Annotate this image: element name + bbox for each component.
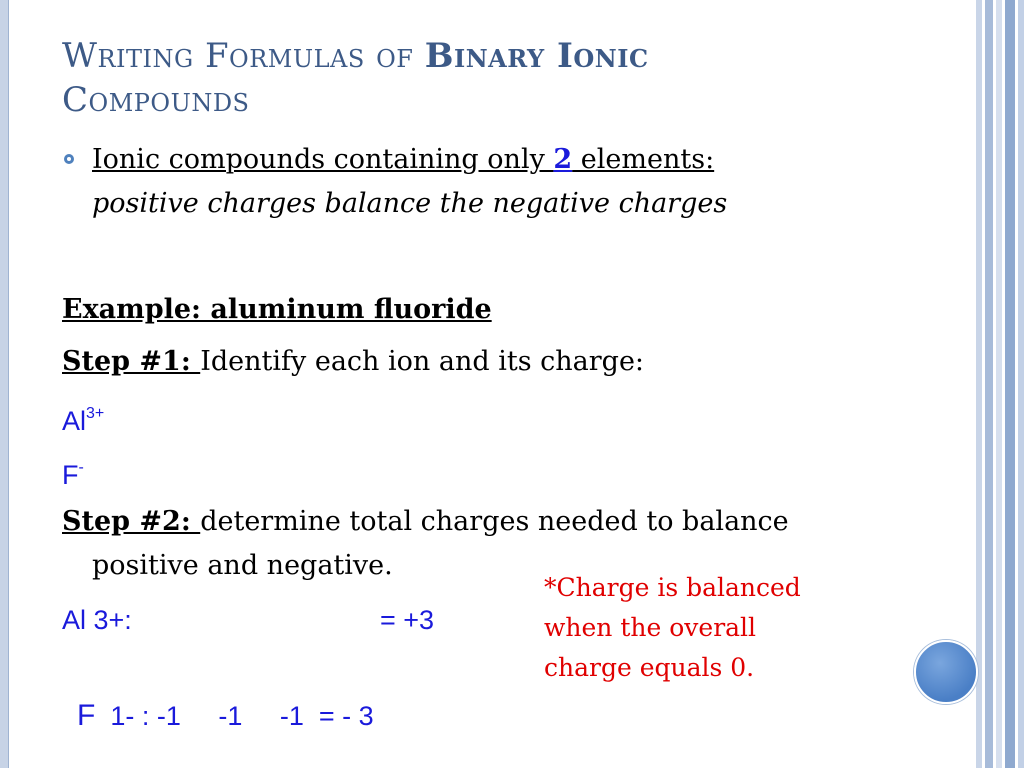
row-al-left: Al 3+: [62,605,132,635]
ion-al-symbol: Al [62,406,87,436]
step1-text: Identify each ion and its charge: [200,346,645,377]
right-decorative-bars [976,0,1024,768]
slide-title [62,34,782,122]
row-f-values: 1- : -1 -1 -1 = - 3 [110,701,374,731]
step2-text: determine total charges needed to balance [200,506,789,537]
left-border-bar [0,0,9,768]
row-al [62,598,482,642]
title-text-bold: Binary Ionic [424,36,649,76]
bullet-italic-line: positive charges balance the negative charges [92,188,728,219]
row-f [62,650,374,738]
ion-al [62,392,104,443]
bullet-text [92,138,892,226]
step1-line [62,340,644,384]
ion-f [62,446,84,497]
bullet-text-underlined: Ionic compounds containing only [92,144,554,175]
row-al-right: = +3 [380,605,435,635]
charge-note [544,568,884,688]
step2-text-continued: positive and negative. [92,550,393,581]
title-text-part2: Compounds [62,80,250,120]
row-f-symbol: F [77,699,96,732]
step1-label: Step #1: [62,346,201,377]
title-text-part1: Writing Formulas of [62,36,425,76]
note-line-1: *Charge is balanced [544,573,801,602]
ion-al-charge: 3+ [86,405,105,422]
ion-f-symbol: F [62,460,79,490]
note-line-3: charge equals 0. [544,653,755,682]
note-line-2: when the overall [544,613,757,642]
ion-f-charge: - [78,459,84,476]
example-heading [62,288,492,332]
decorative-circle [914,640,978,704]
bullet-text-underlined-suffix: elements: [572,144,715,175]
example-label: Example: aluminum fluoride [62,294,492,325]
bullet-circle-icon [64,154,74,164]
bullet-number: 2 [553,144,573,175]
step2-label: Step #2: [62,506,201,537]
